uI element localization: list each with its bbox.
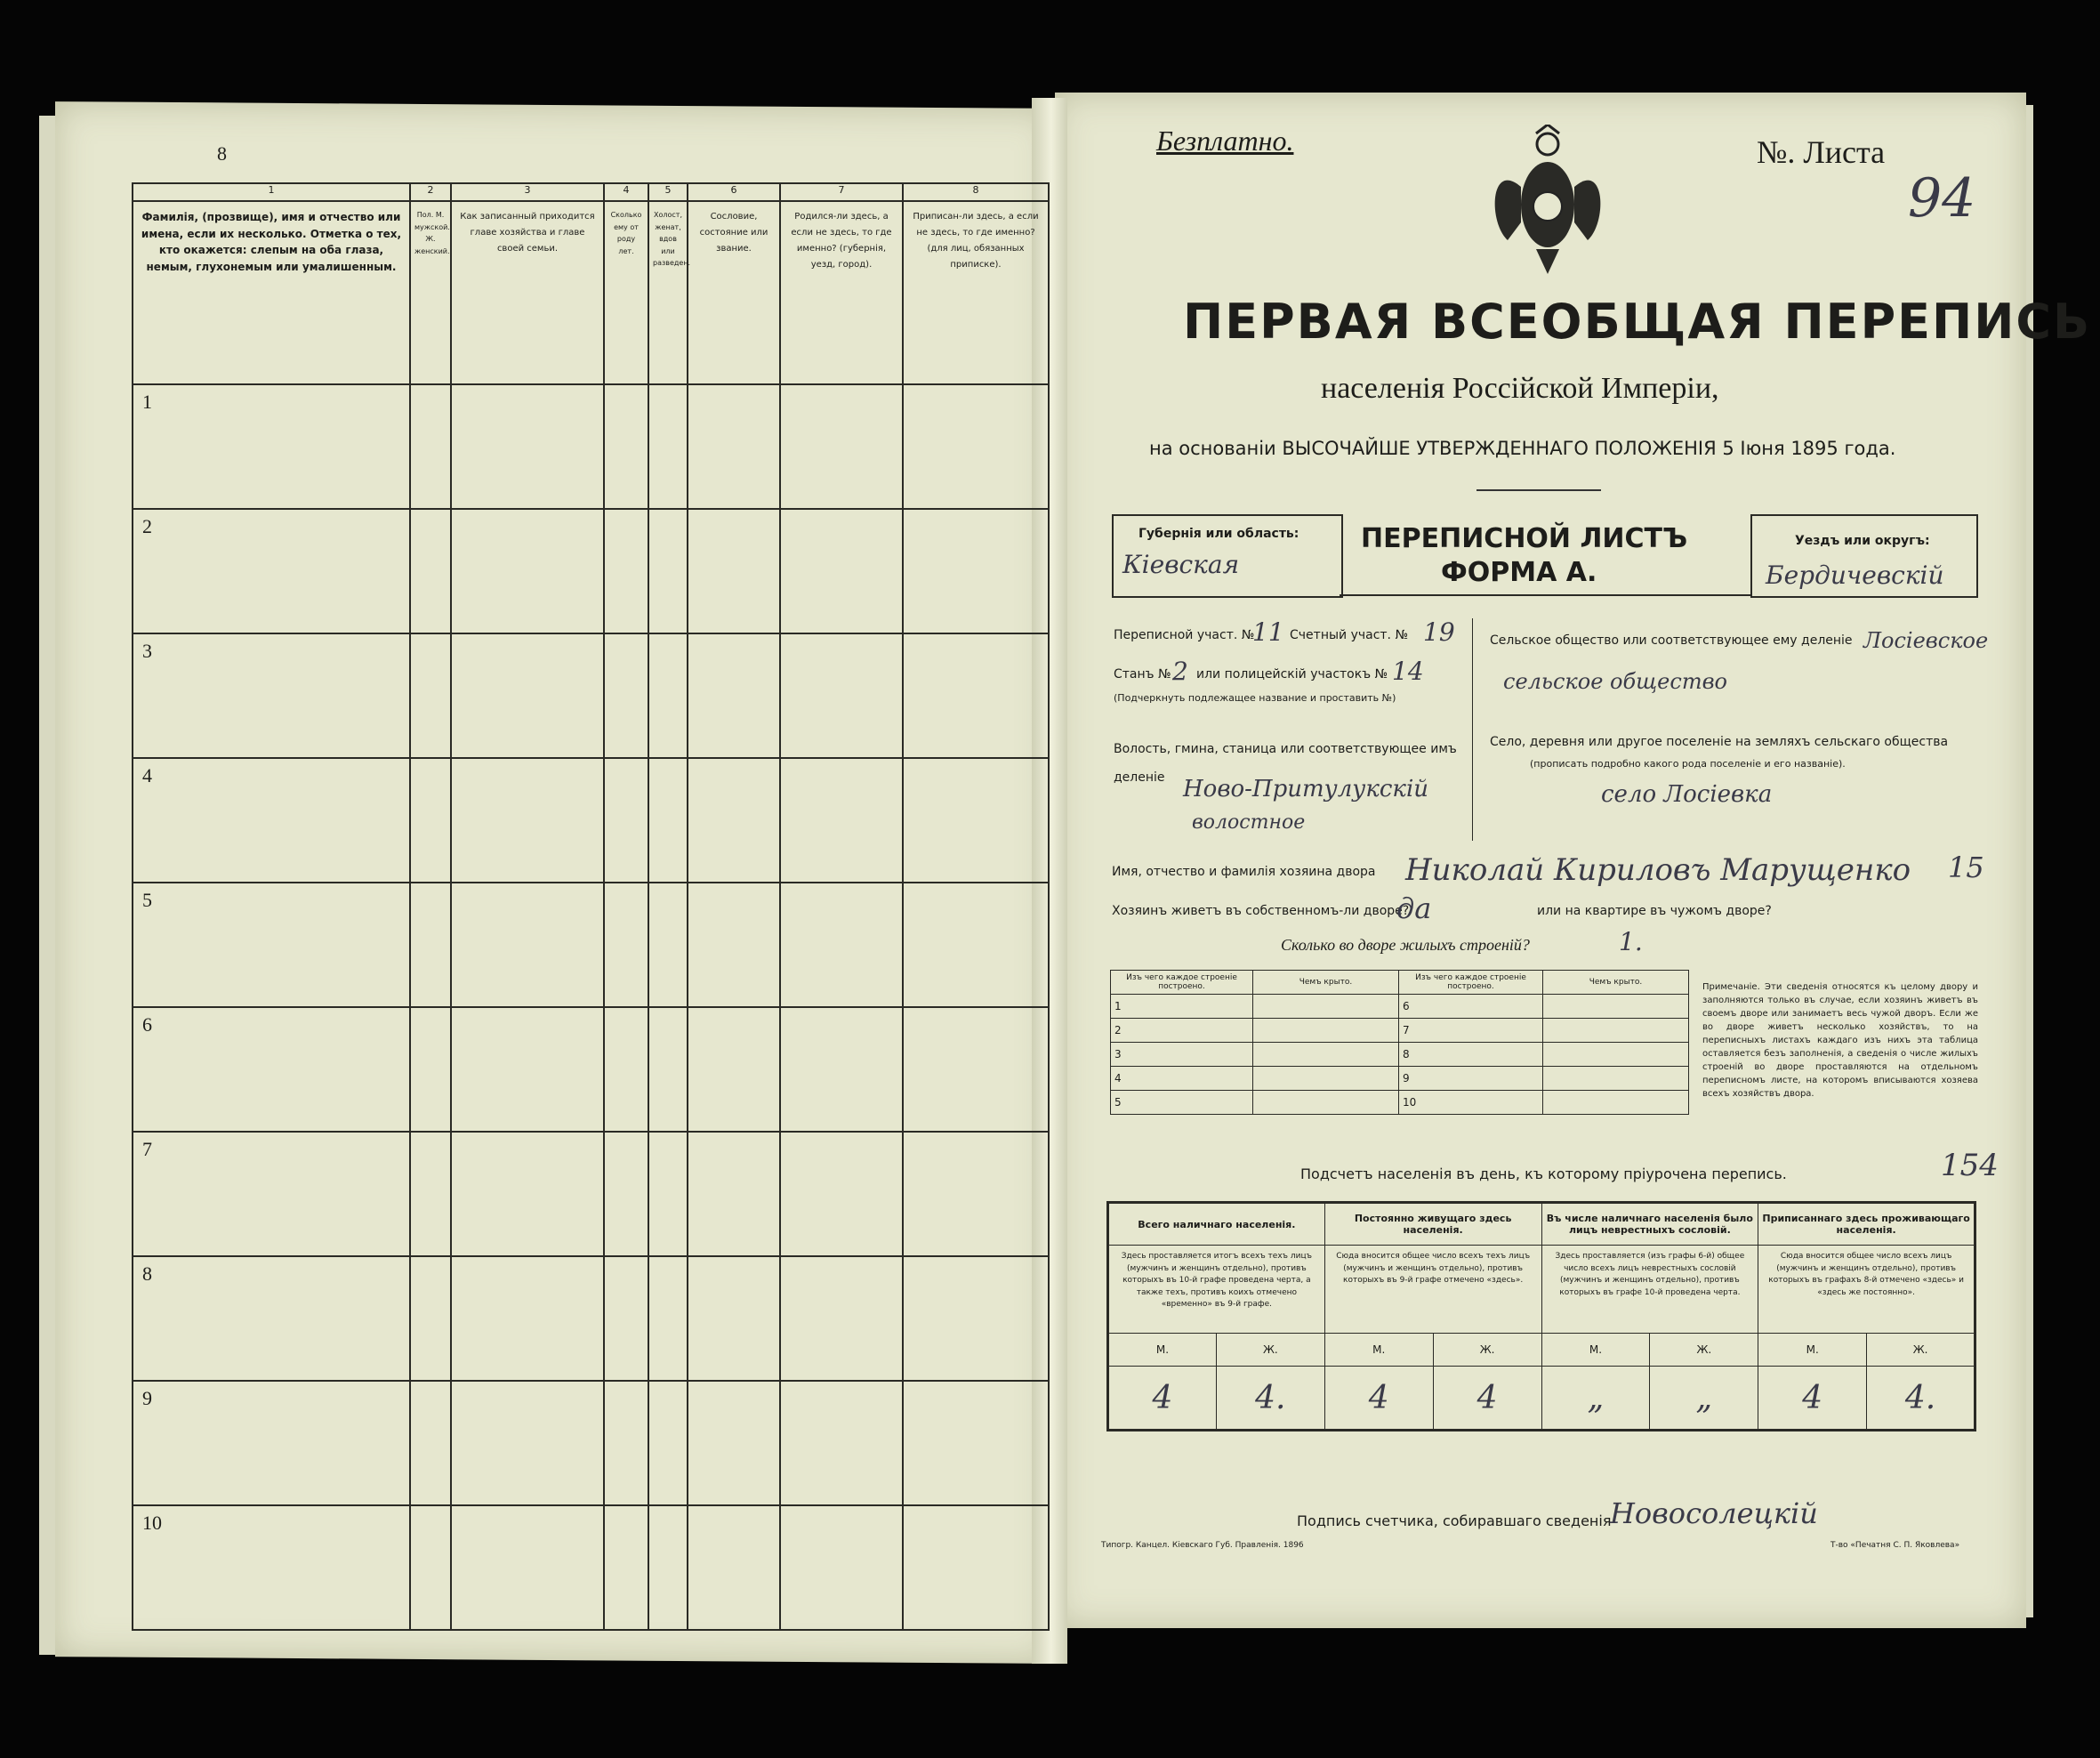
column-header-age: Сколько ему от роду лет. [604,201,648,384]
table-row [1111,1091,1689,1115]
sex-label: Ж. [1216,1334,1324,1367]
census-district-value: 11 [1252,617,1284,647]
society-value-2: сельское общество [1503,669,1727,694]
owner-value: Николай Кириловъ Марущенко [1405,852,1911,888]
sex-label: Ж. [1867,1334,1975,1367]
count-description: Сюда вносится общее число всехъ лицъ (мужчинъ и женщинъ отдельно), противъ которыхъ въ графахъ 8-й отмечено «здесь» и «здесь же постоянно». [1758,1246,1975,1334]
sex-label: М. [1758,1334,1867,1367]
dwelling-header-roof: Чемъ крыто. [1253,971,1399,995]
counting-district-value: 19 [1423,617,1455,647]
society-value: Лосіевское [1863,628,1989,653]
count-value: „ [1541,1367,1650,1431]
table-row [1111,1043,1689,1067]
village-note: (прописать подробно какого рода поселеніе и его названіе). [1530,758,1846,770]
owner-lives-value: да [1396,891,1432,925]
table-row [1111,1067,1689,1091]
count-value: 4 [1758,1367,1867,1431]
row-number: 9 [133,1381,410,1505]
table-row [133,384,1049,509]
count-description: Сюда вносится общее число всехъ техъ лицъ (мужчинъ и женщинъ отдельно), противъ которыхъ въ 9-й графе отмечено «здесь». [1324,1246,1541,1334]
stan-note: (Подчеркнуть подлежащее название и проставить №) [1114,692,1396,704]
census-title: ПЕРВАЯ ВСЕОБЩАЯ ПЕРЕПИСЬ [1183,294,2092,350]
left-page-mark: 8 [217,142,227,165]
count-category: Приписаннаго здесь проживающаго населенія. [1758,1203,1975,1246]
table-row [133,1007,1049,1132]
imperial-eagle-emblem [1481,125,1614,276]
census-district-label: Переписной участ. № [1114,628,1255,642]
dwelling-row-number: 7 [1399,1019,1543,1043]
village-value: село Лосіевка [1601,781,1773,808]
census-legal-basis: на основаніи ВЫСОЧАЙШЕ УТВЕРЖДЕННАГО ПОЛОЖЕНІЯ 5 Іюня 1895 года. [1149,438,1896,459]
stan-value: 2 [1172,657,1188,686]
dwelling-row-number: 8 [1399,1043,1543,1067]
table-row [133,633,1049,758]
form-letter: ФОРМА А. [1441,557,1597,588]
row-number: 8 [133,1256,410,1381]
sex-label: М. [1108,1334,1217,1367]
count-category: Всего наличнаго населенія. [1108,1203,1325,1246]
column-number: 7 [780,183,903,201]
signature-value: Новосолецкій [1610,1496,1818,1530]
column-header-estate: Сословие, состояние или звание. [688,201,780,384]
sex-label: Ж. [1650,1334,1758,1367]
row-number: 10 [133,1505,410,1630]
sex-label: Ж. [1433,1334,1541,1367]
column-number-row [133,183,1049,201]
count-value: 4 [1324,1367,1433,1431]
free-label: Безплатно. [1156,125,1294,157]
dwelling-row-number: 2 [1111,1019,1253,1043]
dwelling-table [1110,970,1689,1115]
owner-lives-label: Хозяинъ живетъ въ собственномъ-ли дворе? [1112,904,1410,918]
table-row [1111,1019,1689,1043]
sheet-number-label: №. Листа [1757,134,1886,170]
buildings-value: 1. [1619,927,1643,956]
volost-value: Ново-Притулукскій [1183,776,1429,802]
count-extra-number: 154 [1941,1148,1999,1183]
count-category: Постоянно живущаго здесь населенія. [1324,1203,1541,1246]
column-number: 4 [604,183,648,201]
table-row [133,1505,1049,1630]
column-number: 5 [648,183,688,201]
printer-note-right: Т-во «Печатня С. П. Яковлева» [1830,1541,1960,1550]
column-header-row [133,201,1049,384]
dwelling-row-number: 10 [1399,1091,1543,1115]
table-row [133,1256,1049,1381]
gubernia-label: Губернія или область: [1139,527,1299,541]
dwelling-header-roof: Чемъ крыто. [1543,971,1689,995]
column-number: 2 [410,183,451,201]
table-row [133,1381,1049,1505]
buildings-label: Сколько во дворе жилыхъ строеній? [1281,936,1530,954]
police-district-value: 14 [1392,657,1424,686]
sheet-number-value: 94 [1908,167,1976,230]
count-value: „ [1650,1367,1758,1431]
dwelling-row-number: 4 [1111,1067,1253,1091]
owner-label: Имя, отчество и фамилія хозяина двора [1112,865,1376,879]
count-value: 4. [1867,1367,1975,1431]
sex-label-row [1108,1334,1975,1367]
column-number: 6 [688,183,780,201]
column-header-marital: Холост, женат, вдов или разведен. [648,201,688,384]
society-label: Сельское общество или соответствующее ему деленіе [1490,633,1853,648]
census-household-table [132,182,1050,1631]
dwelling-row-number: 9 [1399,1067,1543,1091]
table-row [133,758,1049,883]
volost-value-2: волостное [1192,811,1306,834]
dwelling-row-number: 1 [1111,995,1253,1019]
gubernia-value: Кіевская [1122,550,1240,579]
count-value: 4. [1216,1367,1324,1431]
column-header-relation: Как записанный приходится главе хозяйства и главе своей семьи. [451,201,604,384]
count-value: 4 [1433,1367,1541,1431]
counting-district-label: Счетный участ. № [1290,628,1409,642]
village-label: Село, деревня или другое поселеніе на земляхъ сельскаго общества [1490,735,1949,749]
row-number: 3 [133,633,410,758]
column-header-name: Фамилія, (прозвище), имя и отчество или имена, если их несколько. Отметка о тех, кто окажется: слепым на оба глаза, немым, глухонемым или умалишенным. [133,201,410,384]
count-description: Здесь проставляется (изъ графы 6-й) общее число всехъ лицъ неврестныхъ сословій (мужчинъ и женщинъ отдельно), противъ которыхъ въ графе 10-й проведена черта. [1541,1246,1758,1334]
volost-label: Волость, гмина, станица или соответствующее имъ деленіе [1114,742,1457,786]
form-title: ПЕРЕПИСНОЙ ЛИСТЪ [1361,523,1688,554]
owner-extra-number: 15 [1948,851,1984,884]
dwelling-header-material: Изъ чего каждое строеніе построено. [1399,971,1543,995]
dwelling-row-number: 6 [1399,995,1543,1019]
table-row [133,883,1049,1007]
district-divider [1472,618,1473,841]
uezd-label: Уездъ или округъ: [1795,534,1930,548]
column-header-birthplace: Родился-ли здесь, а если не здесь, то где именно? (губернія, уезд, город). [780,201,903,384]
dwelling-row-number: 5 [1111,1091,1253,1115]
row-number: 1 [133,384,410,509]
column-number: 3 [451,183,604,201]
printer-note: Типогр. Канцел. Кіевскаго Губ. Правленія. 1896 [1101,1541,1304,1550]
column-number: 8 [903,183,1049,201]
ornament-divider [1476,489,1601,491]
column-header-registration: Приписан-ли здесь, а если не здесь, то где именно? (для лиц, обязанных приписке). [903,201,1049,384]
dwelling-note: Примечаніе. Эти сведенія относятся къ целому двору и заполняются только въ случае, если хозяинъ живетъ въ своемъ дворе или занимаетъ весь чужой дворъ. Если же во дворе живетъ несколько хозяйствъ, то на переписныхъ листахъ каждаго изъ нихъ эта таблица оставляется безъ заполненія, а сведенія о числе жилыхъ строеній во дворе проставляются на отдельномъ переписномъ листе, на которомъ вписываются хозяева всехъ хозяйствъ двора. [1702,982,1978,1099]
stan-label: Станъ № [1114,667,1171,681]
sex-label: М. [1324,1334,1433,1367]
dwelling-header-material: Изъ чего каждое строеніе построено. [1111,971,1253,995]
count-heading: Подсчетъ населенія въ день, къ которому пріурочена перепись. [1300,1165,1787,1182]
census-subtitle: населенія Россійской Имперіи, [1321,372,1719,405]
population-count-table [1106,1201,1976,1431]
signature-label: Подпись счетчика, собиравшаго сведенія [1297,1512,1612,1529]
uezd-value: Бердичевскій [1766,560,1944,590]
count-value: 4 [1108,1367,1217,1431]
police-district-label: или полицейскій участокъ № [1196,667,1388,681]
row-number: 2 [133,509,410,633]
count-value-row [1108,1367,1975,1431]
column-number: 1 [133,183,410,201]
row-number: 5 [133,883,410,1007]
table-row [133,1132,1049,1256]
column-header-sex: Пол. М. мужской. Ж. женский. [410,201,451,384]
owner-lives-label-2: или на квартире въ чужомъ дворе? [1537,904,1772,918]
dwelling-row-number: 3 [1111,1043,1253,1067]
count-description: Здесь проставляется итогъ всехъ техъ лицъ (мужчинъ и женщинъ отдельно), противъ которыхъ въ 10-й графе проведена черта, а также техъ, противъ коихъ отмечено «временно» въ 9-й графе. [1108,1246,1325,1334]
table-row [133,509,1049,633]
sex-label: М. [1541,1334,1650,1367]
row-number: 7 [133,1132,410,1256]
table-row [1111,995,1689,1019]
row-number: 6 [133,1007,410,1132]
count-category: Въ числе наличнаго населенія было лицъ неврестныхъ сословій. [1541,1203,1758,1246]
row-number: 4 [133,758,410,883]
